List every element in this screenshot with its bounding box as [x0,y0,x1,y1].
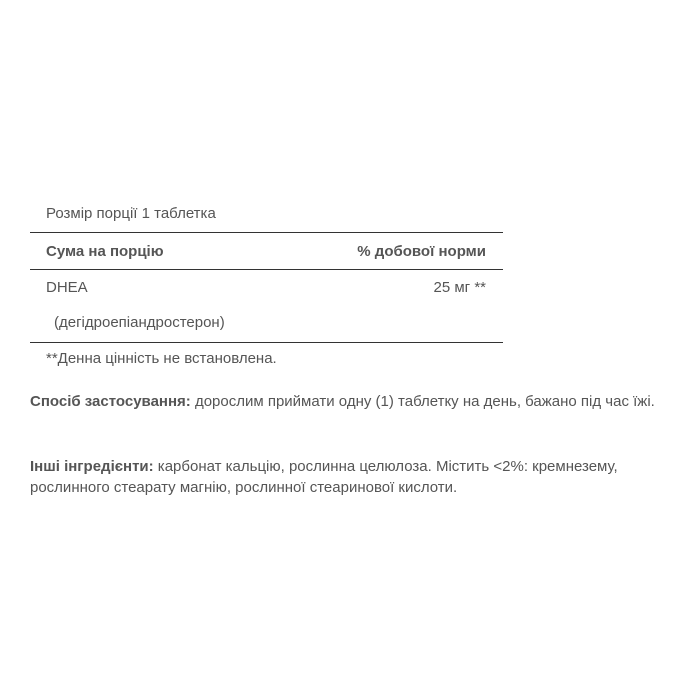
usage-text: дорослим приймати одну (1) таблетку на день, бажано під час їжі. [190,393,655,410]
table-header [30,233,503,270]
header-daily-value: % добової норми [357,242,486,260]
table-row [30,270,503,304]
header-amount-per-serving: Сума на порцію [46,242,164,260]
ingredients-paragraph [30,456,680,498]
footnote: **Денна цінність не встановлена. [46,350,277,367]
usage-paragraph [30,391,680,412]
ingredient-subname: (дегідроепіандростерон) [30,304,503,343]
supplement-facts-table [30,200,503,373]
usage-label: Спосіб застосування: [30,393,191,410]
ingredient-name: DHEA [46,278,88,296]
ingredients-text: карбонат кальцію, рослинна целюлоза. Містить <2%: кремнезему, рослинного стеарату магнію, рослинної стеаринової кислоти. [30,458,618,496]
ingredient-amount: 25 мг ** [433,278,486,296]
ingredients-label: Інші інгредієнти: [30,458,154,475]
serving-size: Розмір порції 1 таблетка [30,200,503,233]
